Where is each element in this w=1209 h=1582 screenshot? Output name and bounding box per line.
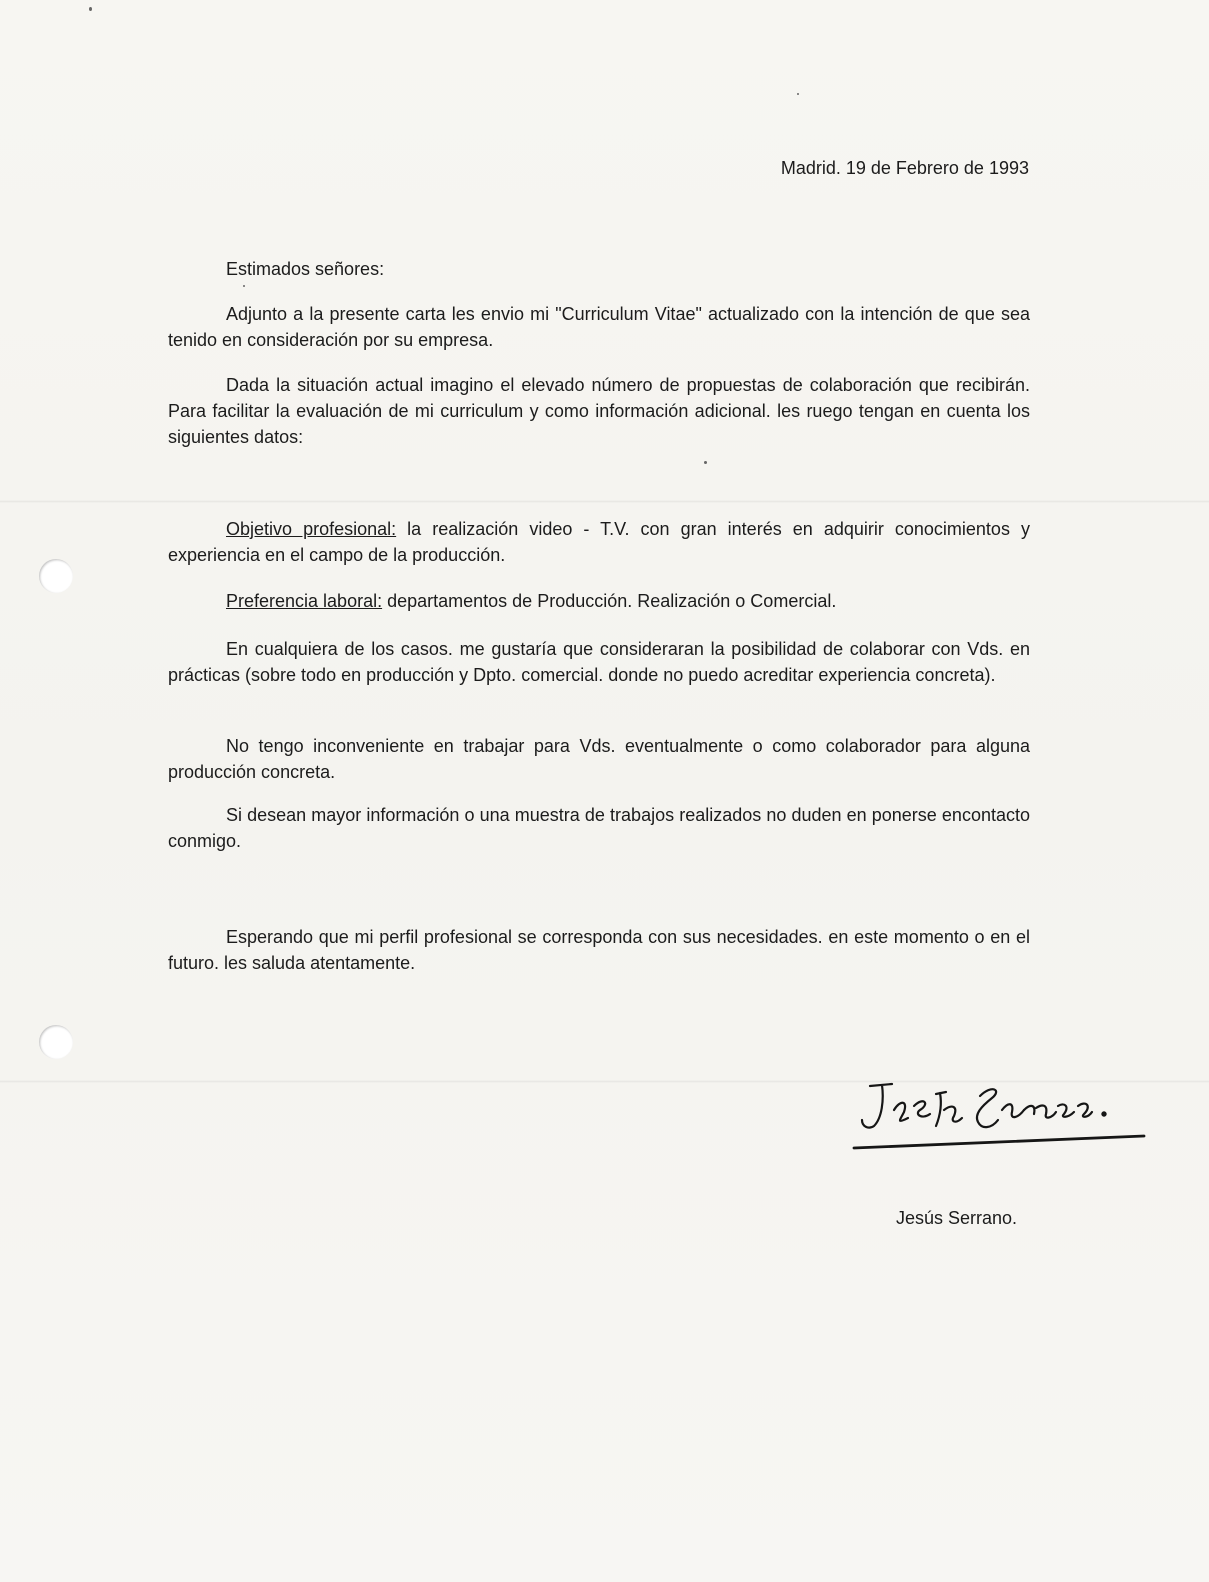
paper-speck xyxy=(243,285,245,287)
paragraph-closing-text: Esperando que mi perfil profesional se corresponda con sus necesidades. en este momento o en el futuro. les saluda atentamente. xyxy=(168,927,1030,973)
paragraph-preference xyxy=(168,588,1030,614)
paragraph-internship-text: En cualquiera de los casos. me gustaría que consideraran la posibilidad de colaborar con Vds. en prácticas (sobre todo en producción y Dpto. comercial. donde no puedo acreditar experiencia concreta). xyxy=(168,639,1030,685)
paragraph-objective xyxy=(168,516,1030,568)
paragraph-availability xyxy=(168,733,1030,785)
paper-fold-upper xyxy=(0,500,1209,503)
paper-speck xyxy=(89,7,92,11)
preference-text: departamentos de Producción. Realización o Comercial. xyxy=(382,591,837,611)
paper-speck xyxy=(797,93,799,95)
paragraph-closing xyxy=(168,924,1030,976)
signer-name: Jesús Serrano. xyxy=(896,1208,1018,1228)
handwritten-signature xyxy=(852,1060,1152,1160)
paragraph-context xyxy=(168,372,1030,450)
letter-date: Madrid. 19 de Febrero de 1993 xyxy=(780,158,1029,178)
punch-hole-lower xyxy=(39,1025,73,1059)
letter-salutation: Estimados señores: xyxy=(226,259,385,279)
paragraph-contact-text: Si desean mayor información o una muestra de trabajos realizados no duden en ponerse encontacto conmigo. xyxy=(168,805,1030,851)
paragraph-intro-text: Adjunto a la presente carta les envio mi "Curriculum Vitae" actualizado con la intención de que sea tenido en consideración por su empresa. xyxy=(168,304,1030,350)
preference-label: Preferencia laboral: xyxy=(226,591,383,611)
paragraph-intro xyxy=(168,301,1030,353)
paragraph-availability-text: No tengo inconveniente en trabajar para Vds. eventualmente o como colaborador para alguna producción concreta. xyxy=(168,736,1030,782)
objective-text: la realización video - T.V. con gran interés en adquirir conocimientos y experiencia en el campo de la producción. xyxy=(168,519,1030,565)
punch-hole-upper xyxy=(39,559,73,593)
paragraph-contact xyxy=(168,802,1030,854)
paragraph-context-text: Dada la situación actual imagino el elevado número de propuestas de colaboración que recibirán. Para facilitar la evaluación de mi curriculum y como información adicional. les ruego tengan en cuenta los siguientes datos: xyxy=(168,375,1030,447)
objective-label: Objetivo profesional: xyxy=(226,519,397,539)
paragraph-internship xyxy=(168,636,1030,688)
paper-speck xyxy=(704,461,707,464)
